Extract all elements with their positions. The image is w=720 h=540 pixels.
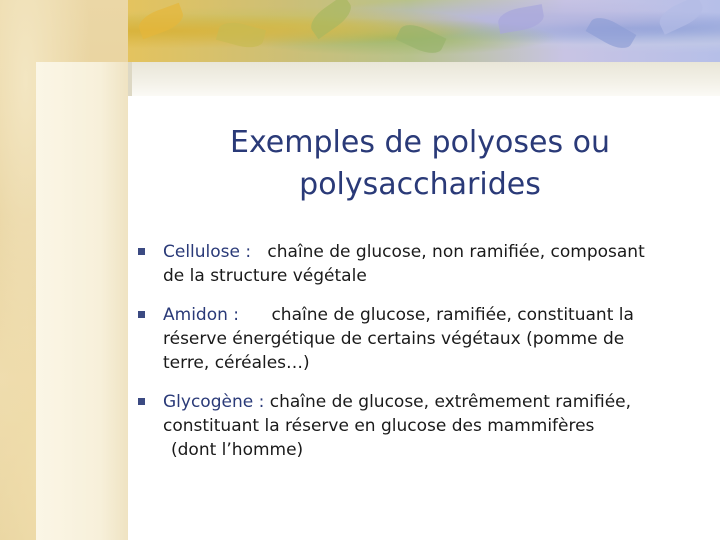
leaf-decoration-2	[216, 18, 266, 51]
left-inner-panel	[36, 62, 128, 540]
square-bullet-icon	[138, 248, 145, 255]
bullet-line	[163, 240, 698, 264]
petal-decoration-1	[496, 4, 545, 34]
square-bullet-icon	[138, 311, 145, 318]
leaf-decoration-4	[396, 19, 447, 58]
bullet-item-glycogene	[138, 390, 698, 462]
petal-decoration-3	[656, 0, 707, 35]
slide-title-line-1: Exemples de polyoses ou	[230, 125, 610, 160]
bullet-continuation: réserve énergétique de certains végétaux (pomme de	[163, 329, 625, 349]
bullet-continuation: de la structure végétale	[163, 266, 367, 286]
bullet-text: chaîne de glucose, extrêmement ramifiée,	[269, 392, 632, 412]
bullet-continuation: constituant la réserve en glucose des mammifères	[163, 416, 595, 436]
bullet-line	[163, 390, 698, 414]
bullet-text: chaîne de glucose, ramifiée, constituant la	[271, 305, 634, 325]
banner-shadow	[132, 62, 720, 96]
bullet-line	[163, 303, 698, 327]
bullet-list	[138, 240, 698, 477]
bullet-item-amidon	[138, 303, 698, 375]
bullet-term: Glycogène :	[163, 392, 265, 412]
square-bullet-icon	[138, 398, 145, 405]
leaf-decoration-3	[306, 0, 356, 39]
petal-decoration-2	[586, 12, 637, 54]
bullet-continuation: (dont l’homme)	[171, 440, 304, 460]
slide-title	[150, 122, 690, 206]
slide-title-line-2: polysaccharides	[299, 167, 541, 202]
bullet-term: Amidon :	[163, 305, 240, 325]
bullet-term: Cellulose :	[163, 242, 252, 262]
bullet-continuation: terre, céréales…)	[163, 353, 310, 373]
bullet-item-cellulose	[138, 240, 698, 288]
leaf-decoration-1	[136, 3, 187, 39]
top-decorative-banner	[98, 0, 720, 62]
bullet-text: chaîne de glucose, non ramifiée, composant	[267, 242, 645, 262]
